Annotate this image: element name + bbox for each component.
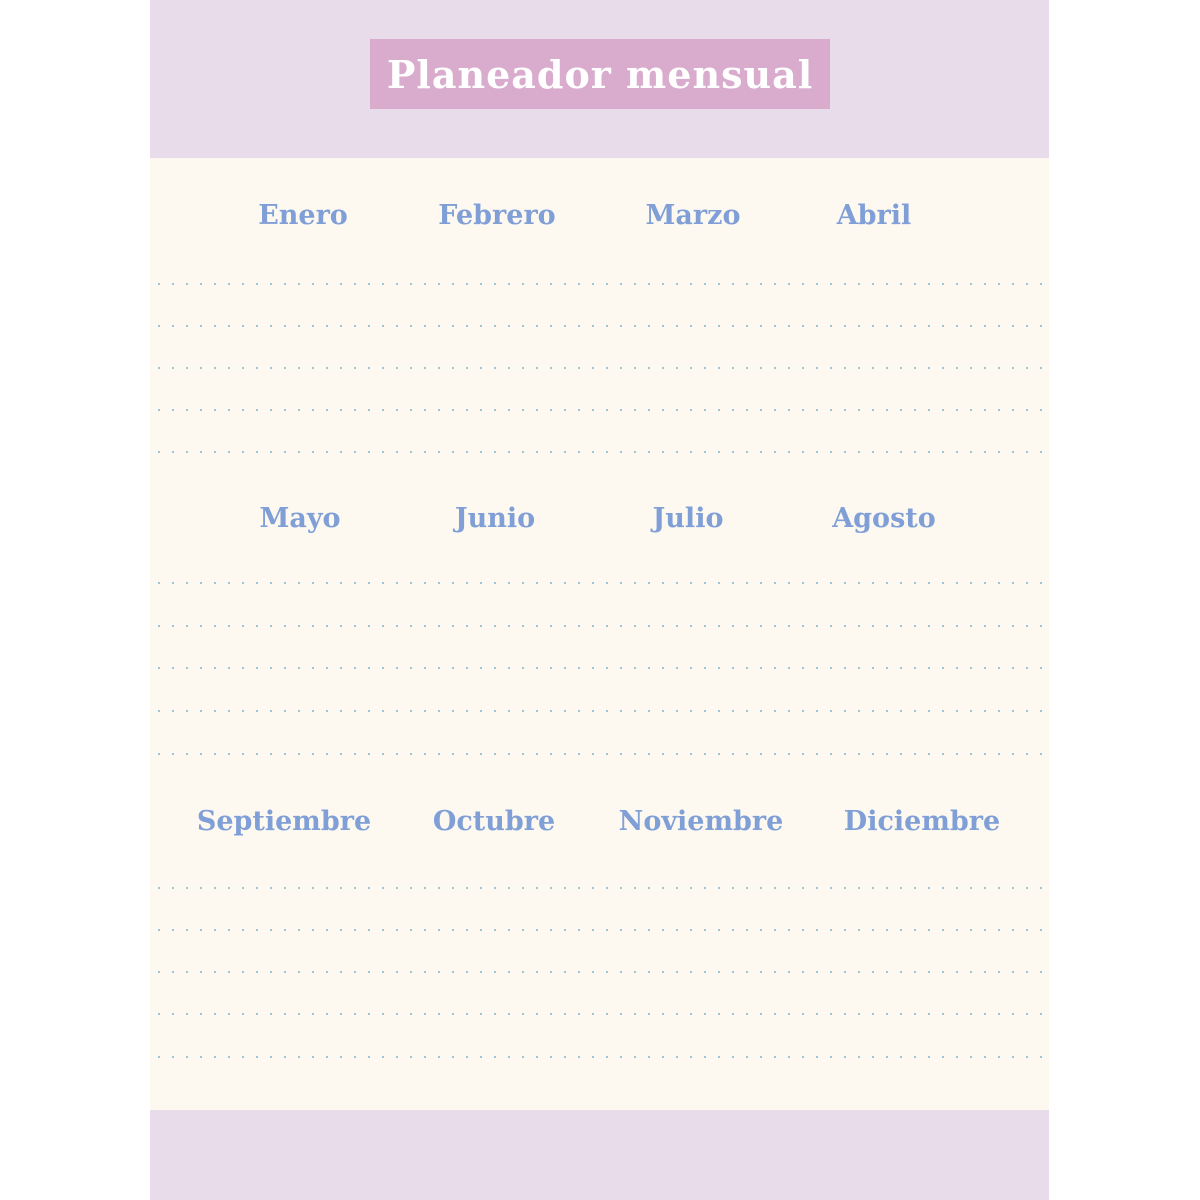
dotted-line (150, 451, 1049, 453)
month-label-febrero: Febrero (438, 200, 556, 231)
month-label-abril: Abril (836, 200, 912, 231)
month-row-3 (150, 806, 1049, 846)
dotted-line (150, 367, 1049, 369)
dotted-line (150, 971, 1049, 973)
footer-band (150, 1110, 1049, 1200)
dotted-line (150, 409, 1049, 411)
dotted-line (150, 1013, 1049, 1015)
month-label-noviembre: Noviembre (618, 806, 784, 837)
month-label-enero: Enero (258, 200, 348, 231)
dotted-line (150, 582, 1049, 584)
dotted-line (150, 283, 1049, 285)
month-label-octubre: Octubre (432, 806, 556, 837)
header-band (150, 0, 1049, 158)
month-label-diciembre: Diciembre (843, 806, 1001, 837)
page-title: Planeador mensual (386, 51, 814, 97)
dotted-line (150, 625, 1049, 627)
month-label-marzo: Marzo (645, 200, 741, 231)
dotted-line (150, 753, 1049, 755)
dotted-line (150, 325, 1049, 327)
dotted-line (150, 667, 1049, 669)
month-label-mayo: Mayo (259, 503, 341, 534)
month-row-1 (150, 200, 1049, 240)
dotted-line (150, 710, 1049, 712)
dotted-line (150, 887, 1049, 889)
dotted-line (150, 929, 1049, 931)
month-label-junio: Junio (454, 503, 536, 534)
month-label-septiembre: Septiembre (196, 806, 372, 837)
planner-page (150, 0, 1049, 1200)
dotted-line (150, 1056, 1049, 1058)
month-label-julio: Julio (652, 503, 724, 534)
title-banner (370, 39, 830, 109)
month-row-2 (150, 503, 1049, 543)
month-label-agosto: Agosto (832, 503, 936, 534)
